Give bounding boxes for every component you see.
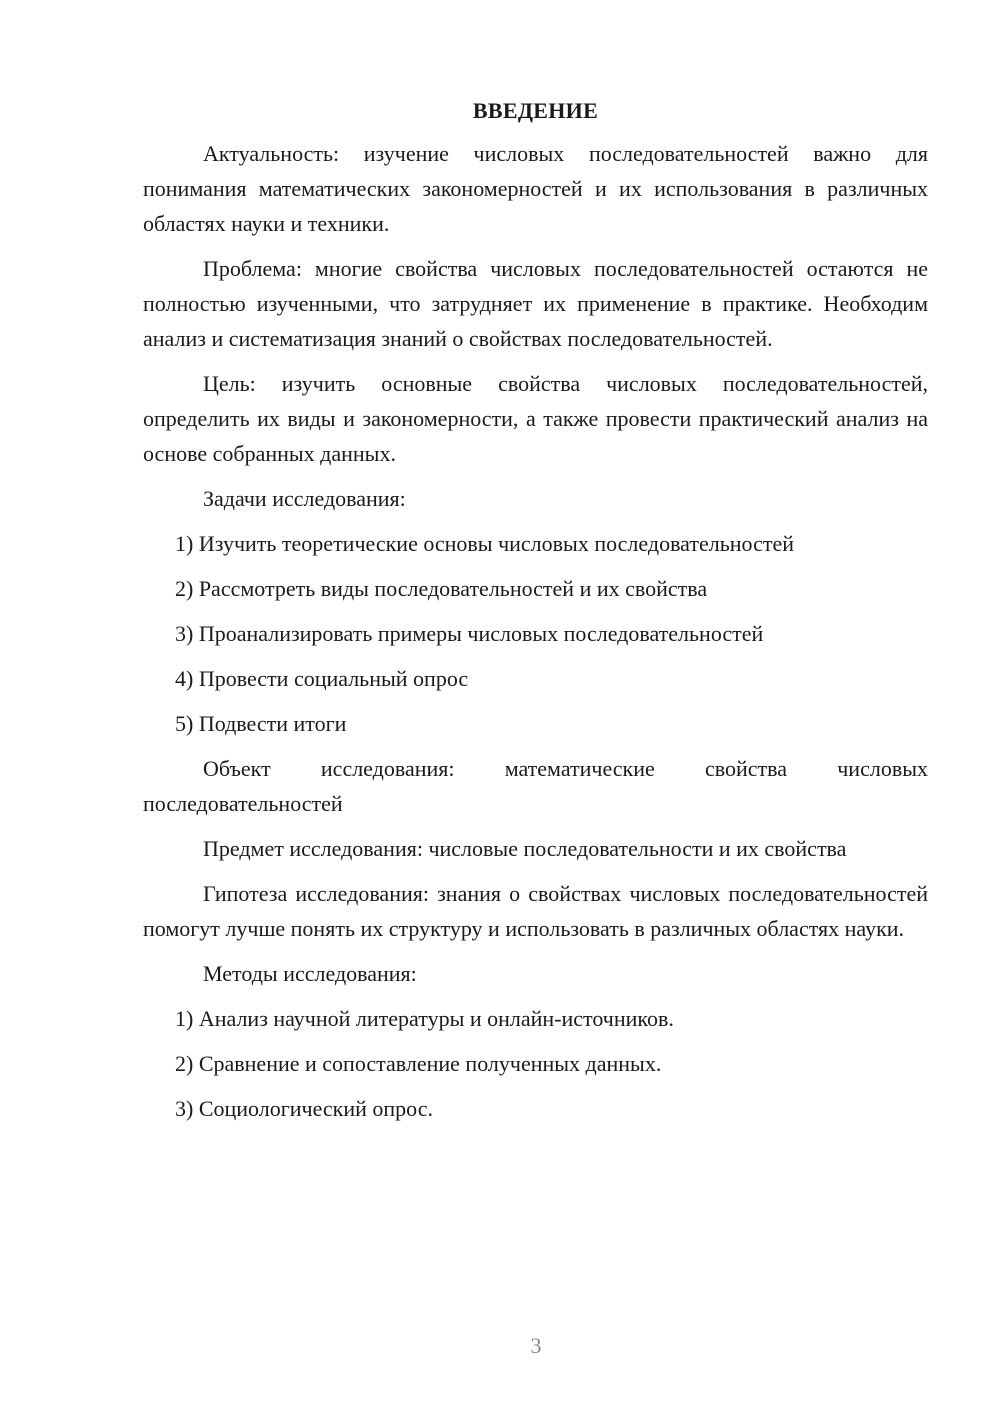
tasks-heading: Задачи исследования: xyxy=(203,486,406,511)
section-title: ВВЕДЕНИЕ xyxy=(472,98,599,123)
paragraph-relevance: Актуальность: изучение числовых последовательностей важно для понимания математических закономерностей и их использования в различных областях науки и техники. xyxy=(143,141,928,236)
method-item-2: 2) Сравнение и сопоставление полученных данных. xyxy=(175,1051,662,1076)
method-item-1: 1) Анализ научной литературы и онлайн-источников. xyxy=(175,1006,674,1031)
paragraph-subject: Предмет исследования: числовые последовательности и их свойства xyxy=(203,836,847,861)
task-item-5: 5) Подвести итоги xyxy=(175,711,347,736)
tasks-list xyxy=(143,526,928,741)
methods-heading: Методы исследования: xyxy=(203,961,417,986)
paragraph-goal: Цель: изучить основные свойства числовых последовательностей, определить их виды и закономерности, а также провести практический анализ на основе собранных данных. xyxy=(143,371,928,466)
task-item-4: 4) Провести социальный опрос xyxy=(175,666,469,691)
task-item-2: 2) Рассмотреть виды последовательностей и их свойства xyxy=(175,576,708,601)
methods-list xyxy=(143,1001,928,1126)
paragraph-hypothesis: Гипотеза исследования: знания о свойствах числовых последовательностей помогут лучше понять их структуру и использовать в различных областях науки. xyxy=(143,881,928,941)
document-page xyxy=(143,96,928,1136)
page-number: 3 xyxy=(530,1333,542,1358)
method-item-3: 3) Социологический опрос. xyxy=(175,1096,433,1121)
task-item-3: 3) Проанализировать примеры числовых последовательностей xyxy=(175,621,764,646)
task-item-1: 1) Изучить теоретические основы числовых последовательностей xyxy=(175,531,794,556)
paragraph-object: Объект исследования: математические свойства числовых последовательностей xyxy=(143,756,928,816)
paragraph-problem: Проблема: многие свойства числовых последовательностей остаются не полностью изученными, что затрудняет их применение в практике. Необходим анализ и систематизация знаний о свойствах последовательностей. xyxy=(143,256,928,351)
